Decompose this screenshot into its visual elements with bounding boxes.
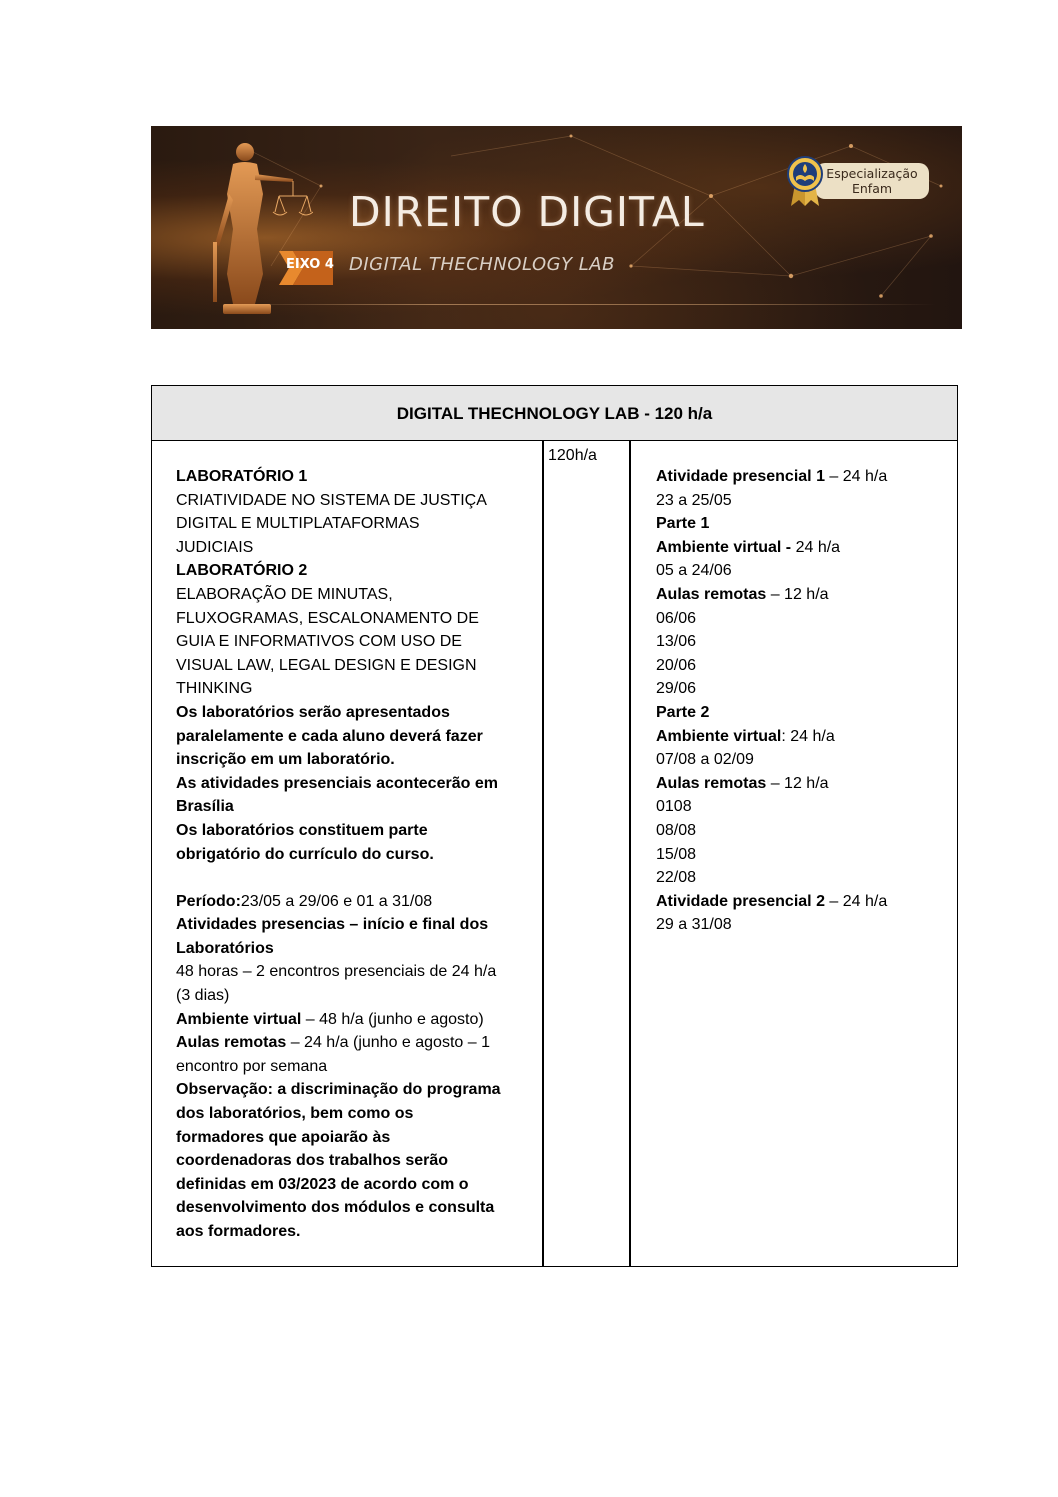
virtual-2-label: Ambiente virtual <box>656 727 782 745</box>
lab1-line: CRIATIVIDADE NO SISTEMA DE JUSTIÇA <box>176 491 487 509</box>
badge-line1: Especialização <box>826 166 918 181</box>
note-line: Os laboratórios constituem parte <box>176 821 428 839</box>
lab2-title: LABORATÓRIO 2 <box>176 562 308 580</box>
schedule-date: 23 a 25/05 <box>656 491 732 509</box>
remote-1-value: – 12 h/a <box>766 585 829 603</box>
banner-divider <box>221 304 936 305</box>
period-value: 23/05 a 29/06 e 01 a 31/08 <box>240 892 433 910</box>
observation-line: formadores que apoiarão às <box>176 1128 391 1146</box>
remote-line <box>176 1031 501 1055</box>
remote-label: Aulas remotas <box>176 1034 287 1052</box>
observation-line: aos formadores. <box>176 1223 301 1240</box>
remote-2-line <box>656 772 887 796</box>
schedule-date: 06/06 <box>656 609 697 627</box>
note-line: Os laboratórios serão apresentados <box>176 703 450 721</box>
lab2-line: ELABORAÇÃO DE MINUTAS, <box>176 585 393 603</box>
virtual-2-line <box>656 725 887 749</box>
schedule-date: 15/08 <box>656 845 697 863</box>
remote-2-label: Aulas remotas <box>656 774 767 792</box>
remote-2-value: – 12 h/a <box>766 774 829 792</box>
observation-line: Observação: a discriminação do programa <box>176 1081 501 1099</box>
period-label: Período: <box>176 892 241 910</box>
hours-column <box>548 444 597 468</box>
schedule-date: 05 a 24/06 <box>656 562 732 580</box>
schedule-date: 07/08 a 02/09 <box>656 751 754 769</box>
note-line: As atividades presenciais acontecerão em <box>176 774 498 792</box>
observation-line: coordenadoras dos trabalhos serão <box>176 1152 449 1170</box>
note-line: inscrição em um laboratório. <box>176 751 395 769</box>
lab2-line: THINKING <box>176 680 253 698</box>
hours-line: (3 dias) <box>176 987 230 1005</box>
header-banner <box>151 126 962 329</box>
note-line: Brasília <box>176 798 234 816</box>
hours-line: 48 horas – 2 encontros presenciais de 24 h/a <box>176 963 497 981</box>
banner-title: DIREITO DIGITAL <box>349 188 705 236</box>
virtual-2-value: : 24 h/a <box>781 727 835 745</box>
badge-line2: Enfam <box>851 181 893 196</box>
lab1-line: JUDICIAIS <box>176 538 254 556</box>
lab1-title: LABORATÓRIO 1 <box>176 468 308 485</box>
virtual-value: – 48 h/a (junho e agosto) <box>301 1010 484 1028</box>
banner-subtitle: DIGITAL THECHNOLOGY LAB <box>349 254 615 275</box>
schedule-date: 22/08 <box>656 869 697 887</box>
specialization-badge <box>787 156 931 210</box>
virtual-1-line <box>656 536 887 560</box>
badge-label <box>815 163 929 199</box>
part-2-title: Parte 2 <box>656 703 710 721</box>
description-column <box>176 465 501 1244</box>
lab2-line: GUIA E INFORMATIVOS COM USO DE <box>176 633 462 651</box>
activities-line: Laboratórios <box>176 939 274 957</box>
activity-2-line <box>656 890 887 914</box>
remote-1-line <box>656 583 887 607</box>
observation-line: definidas em 03/2023 de acordo com o <box>176 1175 469 1193</box>
schedule-date: 13/06 <box>656 633 697 651</box>
observation-line: desenvolvimento dos módulos e consulta <box>176 1199 495 1217</box>
remote-1-label: Aulas remotas <box>656 585 767 603</box>
course-table <box>151 385 958 1267</box>
axis-label: EIXO 4 <box>286 257 334 272</box>
table-header: DIGITAL THECHNOLOGY LAB - 120 h/a <box>152 386 957 441</box>
activities-line: Atividades presencias – início e final dos <box>176 916 489 934</box>
lab1-line: DIGITAL E MULTIPLATAFORMAS <box>176 515 420 533</box>
activity-1-value: – 24 h/a <box>824 468 888 485</box>
schedule-date: 08/08 <box>656 821 697 839</box>
spacer <box>176 866 501 890</box>
schedule-date: 0108 <box>656 798 692 816</box>
virtual-1-value: 24 h/a <box>795 538 841 556</box>
period-line <box>176 890 501 914</box>
activity-2-value: – 24 h/a <box>824 892 888 910</box>
note-line: paralelamente e cada aluno deverá fazer <box>176 727 483 745</box>
medal-book-icon <box>787 156 823 208</box>
justice-statue-icon <box>193 134 313 319</box>
virtual-label: Ambiente virtual <box>176 1010 302 1028</box>
total-hours: 120h/a <box>548 447 597 464</box>
virtual-line <box>176 1008 501 1032</box>
part-1-title: Parte 1 <box>656 515 710 533</box>
remote-value: – 24 h/a (junho e agosto – 1 <box>286 1034 490 1052</box>
column-divider-2 <box>629 441 631 1266</box>
activity-2-label: Atividade presencial 2 <box>656 892 825 910</box>
virtual-1-label: Ambiente virtual - <box>656 538 796 556</box>
activity-1-label: Atividade presencial 1 <box>656 468 825 485</box>
lab2-line: FLUXOGRAMAS, ESCALONAMENTO DE <box>176 609 479 627</box>
schedule-column <box>656 465 887 937</box>
schedule-date: 29/06 <box>656 680 697 698</box>
schedule-date: 29 a 31/08 <box>656 916 732 934</box>
note-line: obrigatório do currículo do curso. <box>176 845 434 863</box>
remote-line: encontro por semana <box>176 1057 328 1075</box>
lab2-line: VISUAL LAW, LEGAL DESIGN E DESIGN <box>176 656 477 674</box>
activity-1-line <box>656 465 887 489</box>
observation-line: dos laboratórios, bem como os <box>176 1105 414 1123</box>
column-divider-1 <box>542 441 544 1266</box>
schedule-date: 20/06 <box>656 656 697 674</box>
